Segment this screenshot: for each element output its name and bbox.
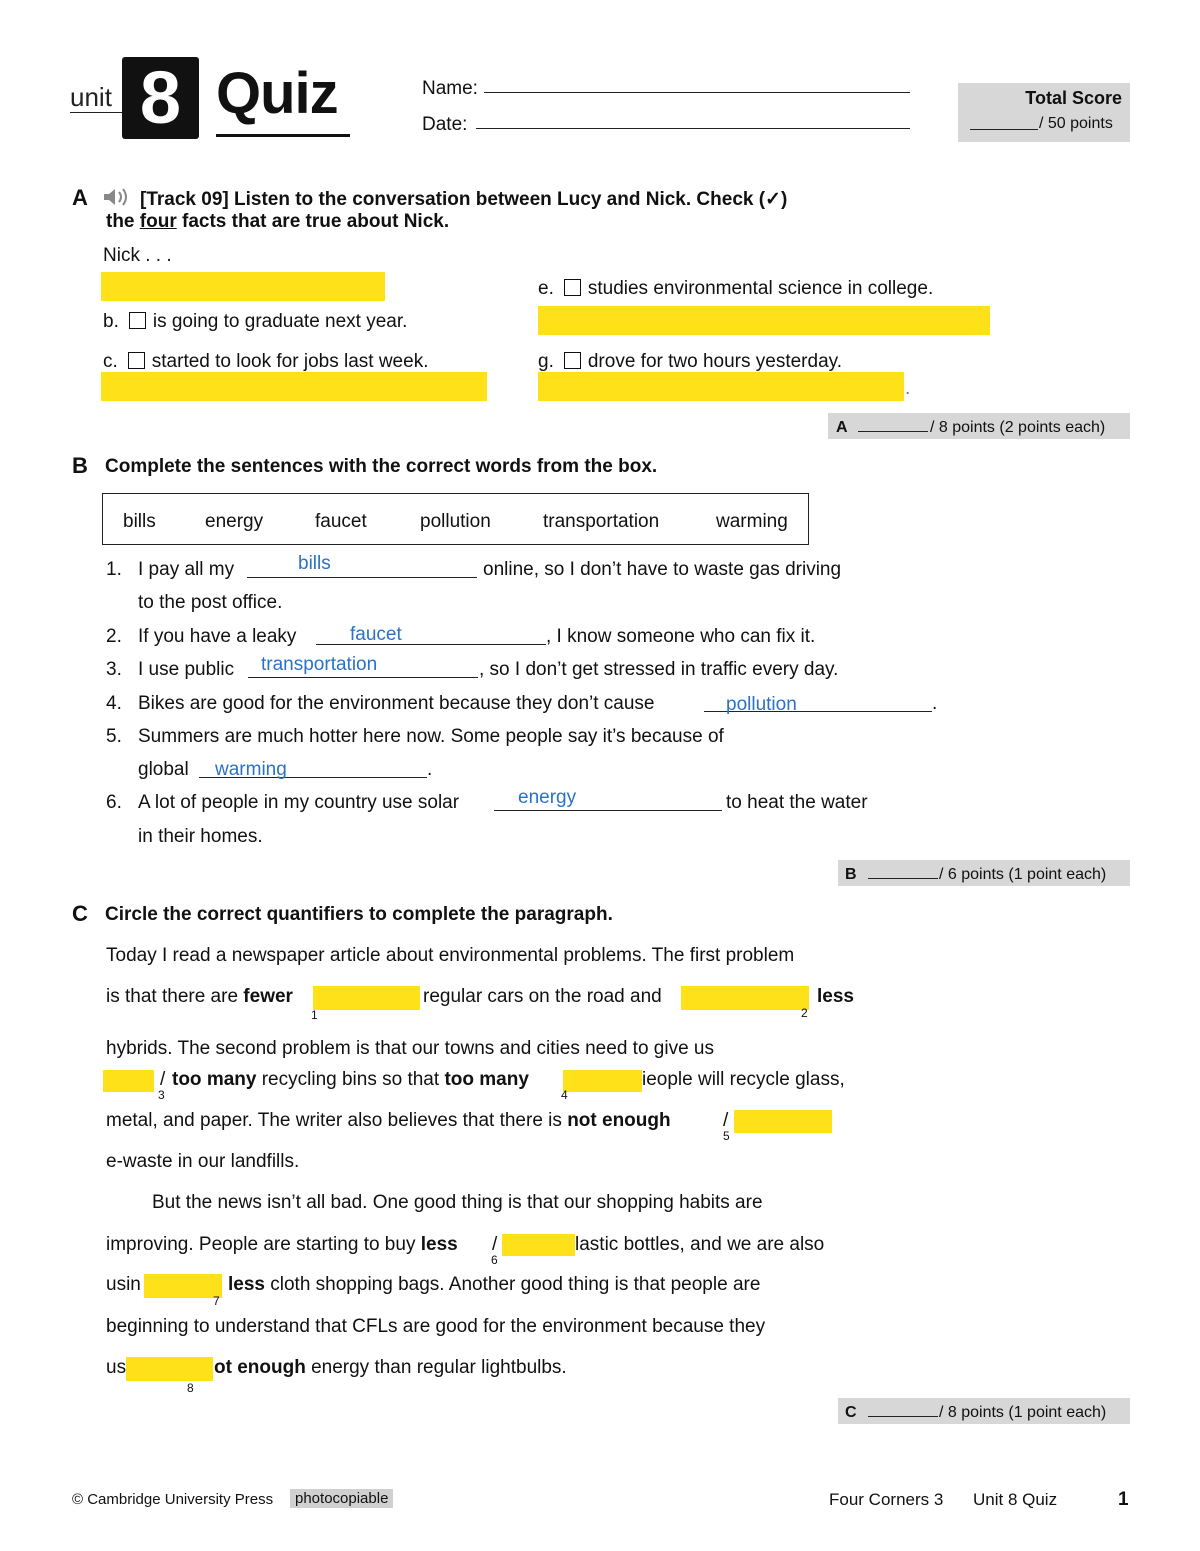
checkbox-c[interactable] [128,352,145,369]
checkbox-e[interactable] [564,279,581,296]
word-transportation: transportation [543,511,660,532]
sentence-2-pre: If you have a leaky [138,626,297,647]
para-1-line-1: Today I read a newspaper article about environmental problems. The first problem [106,945,795,966]
sentence-6-line2: in their homes. [138,826,263,847]
word-bills: bills [123,511,156,532]
unit-number: 8 [139,56,182,139]
sentence-5-post: . [427,759,433,780]
section-c-score-blank[interactable] [868,1416,938,1417]
highlight-a-item-h [538,372,904,401]
item-e: e. studies environmental science in college. [538,278,934,299]
sentence-6-answer: energy [518,787,577,808]
section-a-letter: A [72,185,88,210]
word-warming: warming [716,511,788,532]
name-field[interactable] [484,92,910,93]
blank-number-2: 2 [801,1006,808,1020]
copyright: © Cambridge University Press [72,1491,274,1508]
para-1-line-2-bold: less [817,986,854,1007]
sentence-5-pre: Summers are much hotter here now. Some people say it’s because of [138,726,724,747]
quiz-title: Quiz [216,61,338,126]
quiz-underline [216,134,350,137]
blank-number-1: 1 [311,1008,318,1022]
sentence-5-num: 5. [106,726,122,747]
word-pollution: pollution [420,511,491,532]
highlight-c-7 [144,1274,222,1298]
highlight-a-item-d [101,372,487,401]
section-b-score-blank[interactable] [868,878,938,879]
sentence-1-answer: bills [298,553,331,574]
sentence-6-num: 6. [106,792,122,813]
para-2-line-3: less cloth shopping bags. Another good thing is that people are [228,1274,761,1295]
book-title: Four Corners 3 [829,1490,944,1509]
sentence-4-post: . [932,693,938,714]
sentence-4-answer: pollution [726,694,797,715]
photocopiable-badge: photocopiable [290,1489,393,1508]
para-2-line-5: ot enough energy than regular lightbulbs. [214,1357,567,1378]
para-2-line-2-slash: / [492,1234,498,1255]
checkbox-b[interactable] [129,312,146,329]
highlight-a-item-a [101,272,385,301]
sentence-4-pre: Bikes are good for the environment because they don’t cause [138,693,655,714]
sentence-1-pre: I pay all my [138,559,235,580]
highlight-a-item-f [538,306,990,335]
sentence-6-pre: A lot of people in my country use solar [138,792,460,813]
blank-number-4: 4 [561,1088,568,1102]
para-2-line-4: beginning to understand that CFLs are good for the environment because they [106,1316,766,1337]
section-c-letter: C [72,901,88,926]
sentence-3-answer: transportation [261,654,378,675]
page-number: 1 [1118,1489,1129,1510]
sentence-3-num: 3. [106,659,122,680]
sentence-2-answer: faucet [350,624,402,645]
para-2-line-2-post: lastic bottles, and we are also [575,1234,825,1255]
sentence-3-post: , so I don’t get stressed in traffic every day. [479,659,839,680]
section-c-score: C / 8 points (1 point each) [838,1398,1130,1424]
sentence-1-blank[interactable] [247,577,477,578]
highlight-c-2 [681,986,809,1010]
sentence-2-post: , I know someone who can fix it. [546,626,816,647]
section-a-score: A / 8 points (2 points each) [828,413,1130,439]
sentence-1-num: 1. [106,559,122,580]
highlight-c-3 [103,1070,154,1092]
sentence-5-answer: warming [215,759,287,780]
nick-lead: Nick . . . [103,245,172,266]
speaker-icon [102,186,132,213]
total-score-label: Total Score [1025,88,1122,108]
para-1-line-3: hybrids. The second problem is that our towns and cities need to give us [106,1038,714,1059]
sentence-1-post: online, so I don’t have to waste gas driving [483,559,842,580]
name-label: Name: [422,78,478,99]
para-1-line-4: too many recycling bins so that too many [172,1069,529,1090]
para-2-line-1: But the news isn’t all bad. One good thing is that our shopping habits are [152,1192,763,1213]
stray-mark: . [905,378,911,399]
section-a-instruction-2: the four facts that are true about Nick. [106,211,450,232]
highlight-c-5 [734,1110,832,1133]
para-2-line-2: improving. People are starting to buy less [106,1234,458,1255]
item-g: g. drove for two hours yesterday. [538,351,843,372]
para-1-line-2-mid: regular cars on the road and [423,986,662,1007]
word-energy: energy [205,511,264,532]
sentence-6-post: to heat the water [726,792,868,813]
word-faucet: faucet [315,511,367,532]
sentence-2-num: 2. [106,626,122,647]
blank-number-7: 7 [213,1294,220,1308]
para-1-line-5: metal, and paper. The writer also believes that there is not enough [106,1110,671,1131]
highlight-c-8 [126,1357,213,1381]
para-1-line-5-slash: / [723,1110,729,1131]
total-points: / 50 points [1039,115,1113,132]
item-b: b. is going to graduate next year. [103,311,408,332]
sentence-5-line2-pre: global [138,759,189,780]
blank-number-3: 3 [158,1088,165,1102]
para-1-line-4-slash: / [160,1069,166,1090]
blank-number-6: 6 [491,1253,498,1267]
section-b-letter: B [72,453,88,478]
sentence-3-blank[interactable] [248,677,478,678]
section-b-score: B / 6 points (1 point each) [838,860,1130,886]
section-c-instruction: Circle the correct quantifiers to complete the paragraph. [105,904,613,925]
unit-label: unit [70,82,112,112]
sentence-3-pre: I use public [138,659,235,680]
para-1-line-6: e-waste in our landfills. [106,1151,300,1172]
quiz-name: Unit 8 Quiz [973,1490,1058,1509]
blank-number-8: 8 [187,1381,194,1395]
date-field[interactable] [476,128,910,129]
sentence-4-num: 4. [106,693,122,714]
section-a-score-blank[interactable] [858,431,928,432]
total-score-blank[interactable] [970,129,1038,130]
highlight-c-1 [313,986,420,1010]
blank-number-5: 5 [723,1129,730,1143]
para-2-line-3-pre: usin [106,1274,141,1295]
para-1-line-2: is that there are fewer [106,986,293,1007]
section-a-instruction-1: [Track 09] Listen to the conversation between Lucy and Nick. Check (✓) [140,189,788,210]
highlight-c-6 [502,1234,575,1256]
sentence-1-line2: to the post office. [138,592,283,613]
section-b-instruction: Complete the sentences with the correct words from the box. [105,456,658,477]
unit-underline [70,112,122,113]
date-label: Date: [422,114,468,135]
item-c: c. started to look for jobs last week. [103,351,429,372]
para-2-line-5-pre: us [106,1357,127,1378]
highlight-c-4 [563,1070,642,1092]
para-1-line-4-post: ieople will recycle glass, [642,1069,845,1090]
sentence-6-blank[interactable] [494,810,722,811]
checkbox-g[interactable] [564,352,581,369]
